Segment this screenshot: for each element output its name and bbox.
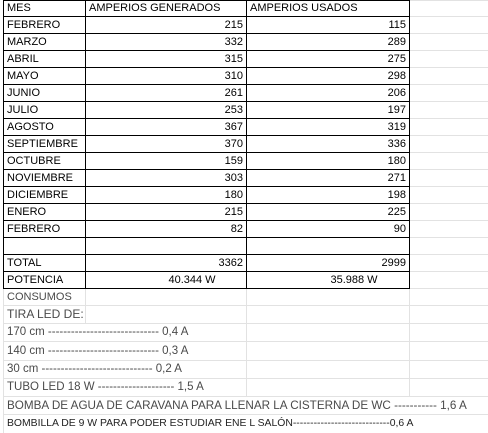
empty-cell[interactable] [410, 170, 488, 187]
cell-amperios-generados[interactable]: 180 [86, 187, 247, 204]
table-row [4, 119, 488, 136]
header-cell-mes[interactable]: MES [4, 1, 86, 17]
empty-cell[interactable] [410, 306, 488, 324]
cell-amperios-usados[interactable]: 115 [247, 17, 410, 34]
empty-cell[interactable] [410, 68, 488, 85]
empty-cell[interactable] [247, 342, 410, 361]
cell-amperios-generados[interactable]: 367 [86, 119, 247, 136]
total-row [4, 255, 488, 272]
tira-led-row [4, 306, 488, 324]
cell-amperios-generados[interactable]: 253 [86, 102, 247, 119]
cell-amperios-generados[interactable]: 159 [86, 153, 247, 170]
consumo-item-bomba[interactable]: BOMBA DE AGUA DE CARAVANA PARA LLENAR LA CISTERNA DE WC ----------- 1,6 A [4, 397, 488, 415]
consumo-row [4, 342, 488, 361]
consumos-row [4, 289, 488, 306]
header-row [4, 1, 488, 17]
potencia-row [4, 272, 488, 289]
cell-amperios-generados[interactable]: 215 [86, 17, 247, 34]
total-amperios-usados[interactable]: 2999 [247, 255, 410, 272]
sheet-table [3, 0, 488, 433]
empty-cell[interactable] [410, 221, 488, 238]
empty-cell[interactable] [410, 1, 488, 17]
empty-cell[interactable] [247, 379, 410, 397]
cell-amperios-generados[interactable]: 215 [86, 204, 247, 221]
consumo-row [4, 324, 488, 342]
cell-mes[interactable]: MARZO [4, 34, 86, 51]
table-row [4, 204, 488, 221]
empty-cell[interactable] [4, 238, 86, 255]
header-cell-amperios-usados[interactable]: AMPERIOS USADOS [247, 1, 410, 17]
table-row [4, 68, 488, 85]
cell-amperios-usados[interactable]: 206 [247, 85, 410, 102]
empty-cell[interactable] [410, 204, 488, 221]
cell-mes[interactable]: NOVIEMBRE [4, 170, 86, 187]
cell-amperios-usados[interactable]: 275 [247, 51, 410, 68]
empty-cell[interactable] [410, 289, 488, 306]
cell-amperios-generados[interactable]: 315 [86, 51, 247, 68]
empty-cell[interactable] [410, 272, 488, 289]
consumo-row [4, 397, 488, 415]
cell-mes[interactable]: FEBRERO [4, 221, 86, 238]
cell-mes[interactable]: DICIEMBRE [4, 187, 86, 204]
cell-amperios-usados[interactable]: 289 [247, 34, 410, 51]
potencia-generada[interactable]: 40.344 W [86, 272, 247, 289]
empty-cell[interactable] [410, 255, 488, 272]
empty-row [4, 238, 488, 255]
cell-amperios-usados[interactable]: 197 [247, 102, 410, 119]
empty-cell[interactable] [410, 136, 488, 153]
cell-mes[interactable]: ABRIL [4, 51, 86, 68]
cell-mes[interactable]: OCTUBRE [4, 153, 86, 170]
cell-amperios-generados[interactable]: 303 [86, 170, 247, 187]
consumo-item-tira-170cm[interactable]: 170 cm ----------------------------- 0,4 A [4, 324, 247, 342]
total-label[interactable]: TOTAL [4, 255, 86, 272]
empty-cell[interactable] [410, 187, 488, 204]
empty-cell[interactable] [410, 324, 488, 342]
empty-cell[interactable] [410, 102, 488, 119]
cell-mes[interactable]: JULIO [4, 102, 86, 119]
consumo-item-tira-30cm[interactable]: 30 cm ----------------------------- 0,2 A [4, 361, 247, 379]
empty-cell[interactable] [247, 238, 410, 255]
cell-mes[interactable]: JUNIO [4, 85, 86, 102]
cell-amperios-usados[interactable]: 271 [247, 170, 410, 187]
table-row [4, 102, 488, 119]
table-row [4, 17, 488, 34]
cell-amperios-generados[interactable]: 82 [86, 221, 247, 238]
empty-cell[interactable] [410, 34, 488, 51]
consumo-item-tubo-led[interactable]: TUBO LED 18 W -------------------- 1,5 A [4, 379, 247, 397]
empty-cell[interactable] [247, 324, 410, 342]
header-cell-amperios-generados[interactable]: AMPERIOS GENERADOS [86, 1, 247, 17]
table-row [4, 170, 488, 187]
consumo-row [4, 379, 488, 397]
empty-cell[interactable] [247, 306, 410, 324]
consumo-item-tira-140cm[interactable]: 140 cm ----------------------------- 0,3 A [4, 342, 247, 361]
cell-amperios-usados[interactable]: 298 [247, 68, 410, 85]
table-row [4, 34, 488, 51]
cell-amperios-generados[interactable]: 261 [86, 85, 247, 102]
table-row [4, 153, 488, 170]
table-row [4, 187, 488, 204]
empty-cell[interactable] [410, 119, 488, 136]
cell-mes[interactable]: FEBRERO [4, 17, 86, 34]
table-row [4, 85, 488, 102]
consumo-item-bombilla[interactable]: BOMBILLA DE 9 W PARA PODER ESTUDIAR ENE L SALÓN----------------------------0,6 A [4, 415, 488, 433]
consumo-row [4, 361, 488, 379]
cell-amperios-generados[interactable]: 310 [86, 68, 247, 85]
empty-cell[interactable] [410, 85, 488, 102]
potencia-label[interactable]: POTENCIA [4, 272, 86, 289]
empty-cell[interactable] [86, 238, 247, 255]
table-row [4, 136, 488, 153]
table-row [4, 51, 488, 68]
empty-cell[interactable] [86, 306, 247, 324]
cell-amperios-generados[interactable]: 332 [86, 34, 247, 51]
cell-amperios-usados[interactable]: 90 [247, 221, 410, 238]
cell-mes[interactable]: ENERO [4, 204, 86, 221]
consumos-title[interactable]: CONSUMOS [4, 289, 86, 306]
potencia-usada[interactable]: 35.988 W [247, 272, 410, 289]
empty-cell[interactable] [410, 51, 488, 68]
tira-led-title[interactable]: TIRA LED DE: [4, 306, 86, 324]
empty-cell[interactable] [410, 17, 488, 34]
consumo-row [4, 415, 488, 433]
empty-cell[interactable] [410, 238, 488, 255]
cell-amperios-usados[interactable]: 180 [247, 153, 410, 170]
cell-amperios-usados[interactable]: 319 [247, 119, 410, 136]
cell-mes[interactable]: MAYO [4, 68, 86, 85]
cell-amperios-usados[interactable]: 336 [247, 136, 410, 153]
empty-cell[interactable] [247, 289, 410, 306]
empty-cell[interactable] [410, 361, 488, 379]
empty-cell[interactable] [247, 361, 410, 379]
cell-mes[interactable]: SEPTIEMBRE [4, 136, 86, 153]
empty-cell[interactable] [86, 289, 247, 306]
empty-cell[interactable] [410, 342, 488, 361]
cell-amperios-usados[interactable]: 225 [247, 204, 410, 221]
cell-amperios-usados[interactable]: 198 [247, 187, 410, 204]
empty-cell[interactable] [410, 153, 488, 170]
total-amperios-generados[interactable]: 3362 [86, 255, 247, 272]
cell-mes[interactable]: AGOSTO [4, 119, 86, 136]
cell-amperios-generados[interactable]: 370 [86, 136, 247, 153]
empty-cell[interactable] [410, 379, 488, 397]
table-row [4, 221, 488, 238]
